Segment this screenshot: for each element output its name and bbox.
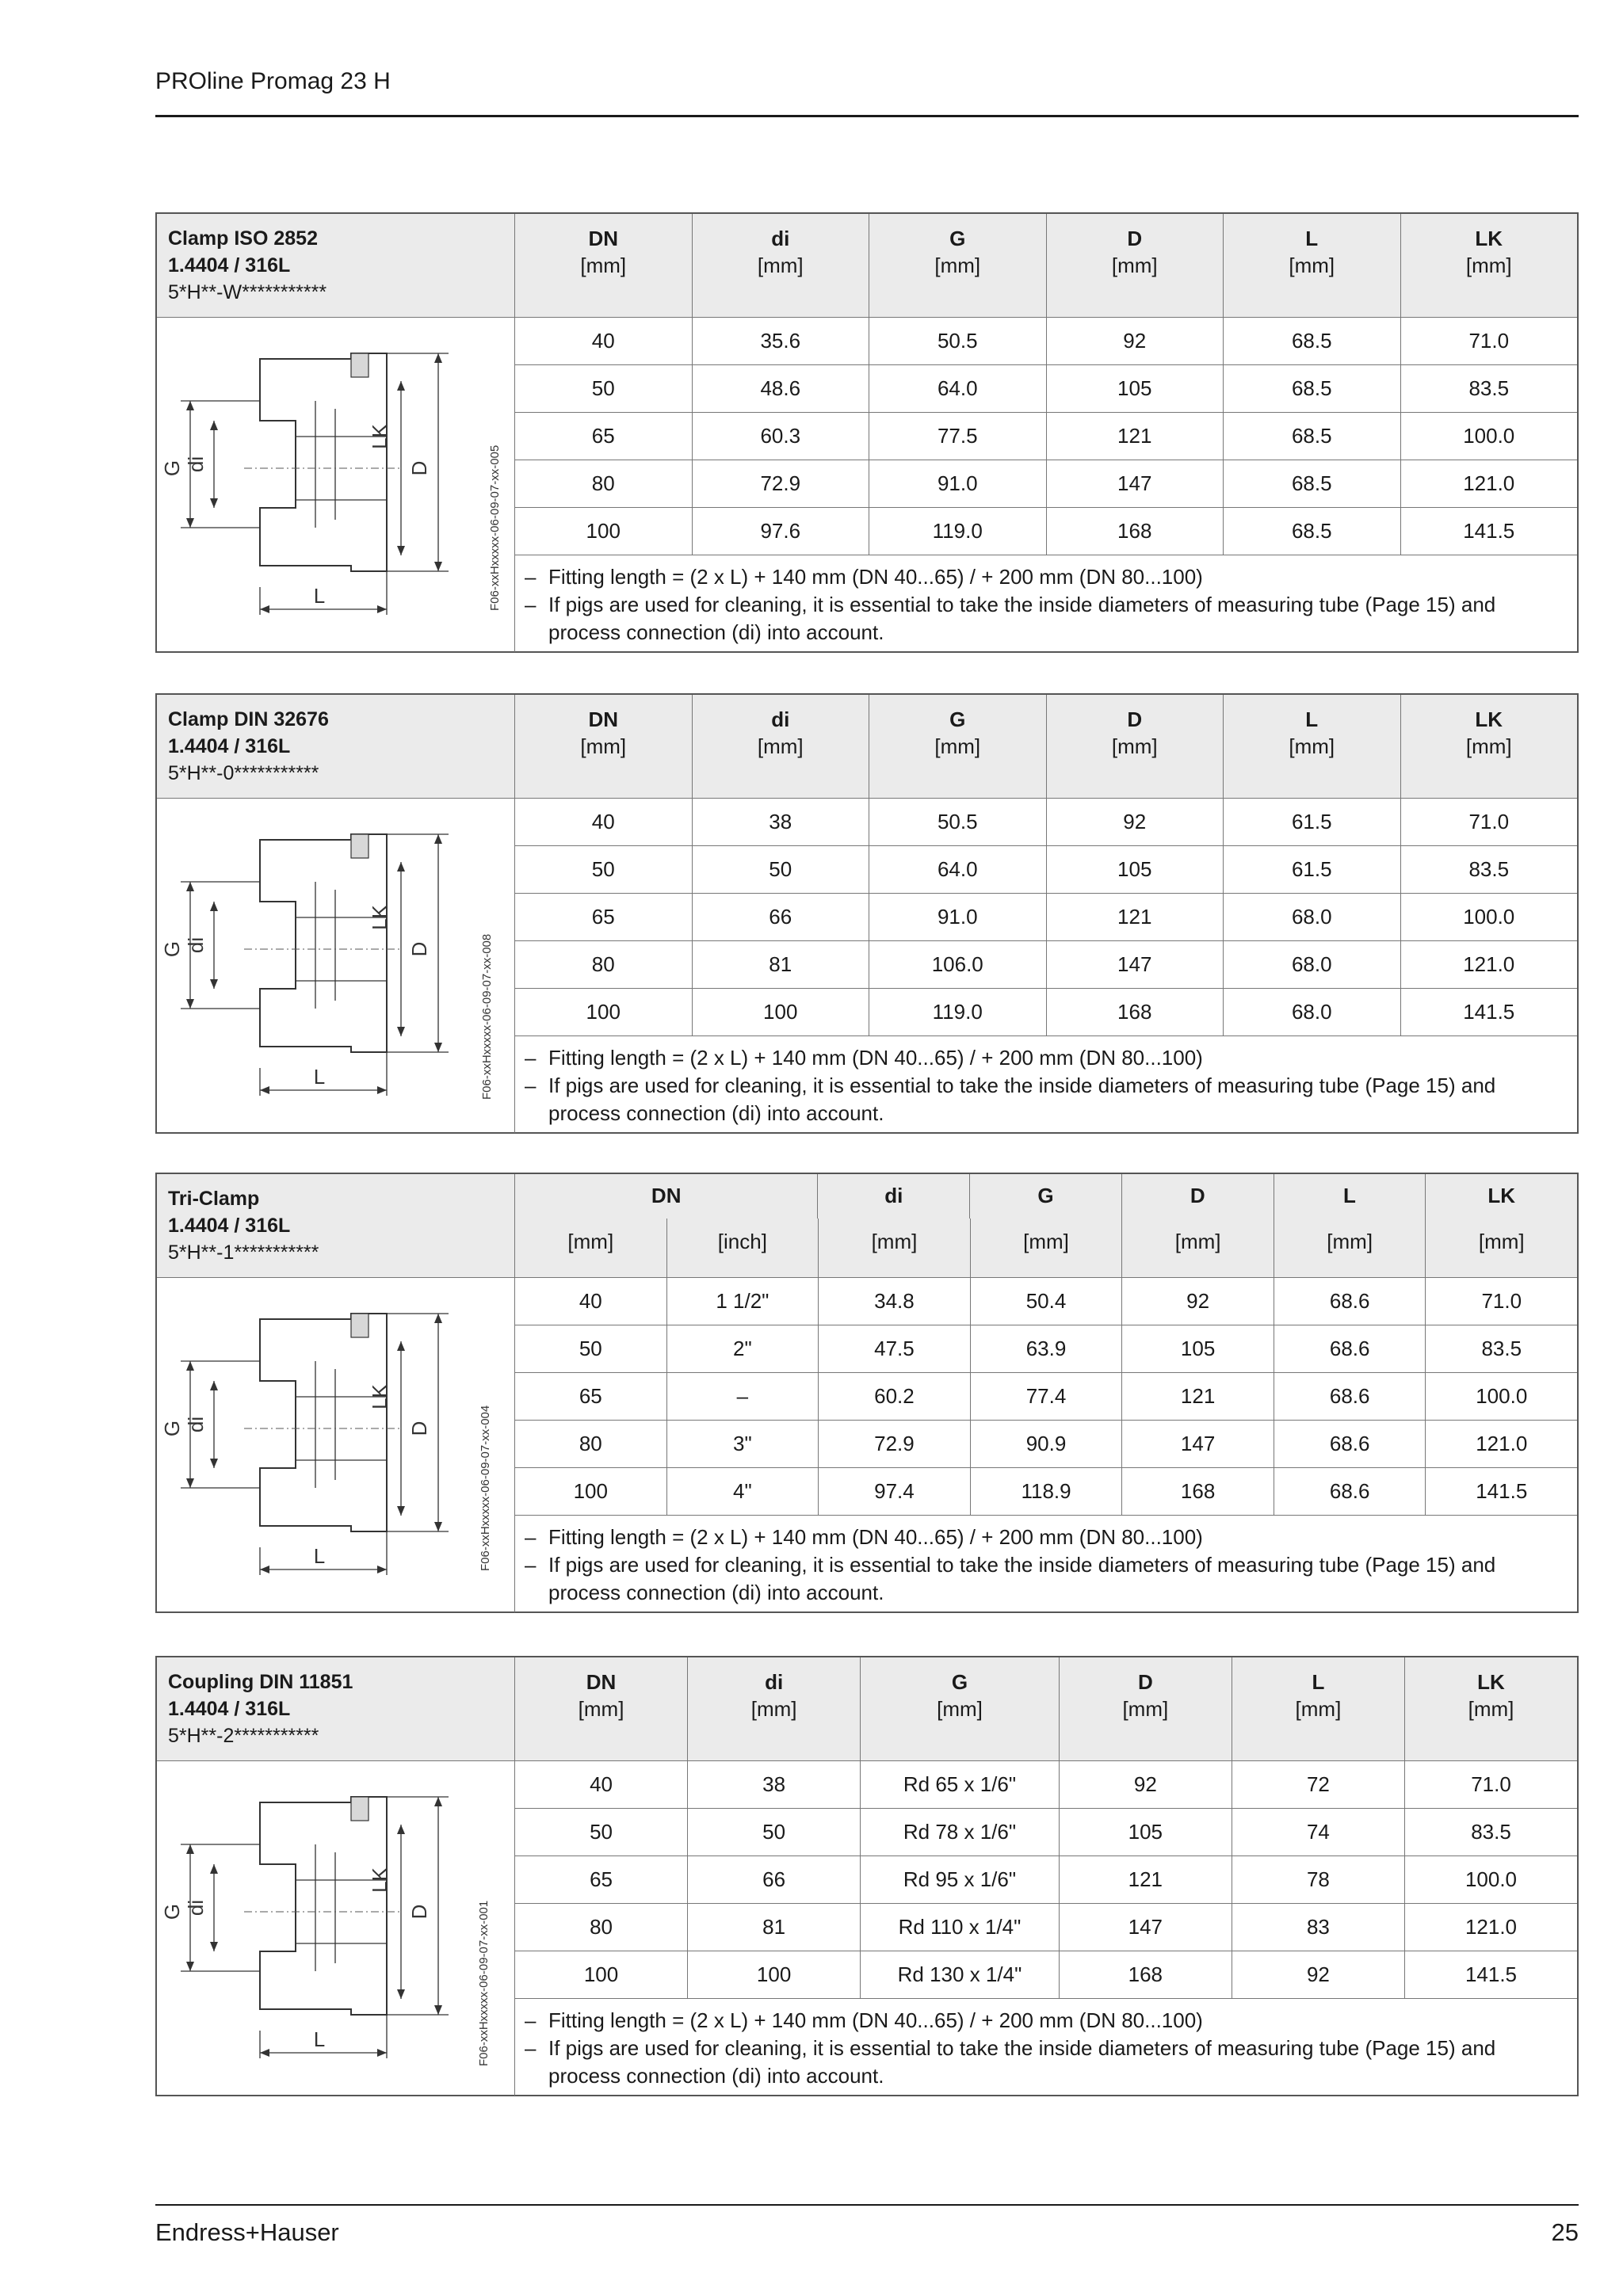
unit-dn-inch: [inch] <box>667 1219 819 1277</box>
table-row: 50 2" 47.5 63.9 105 68.6 83.5 <box>515 1325 1577 1373</box>
fitting-body-outline <box>260 353 387 571</box>
unit-l: [mm] <box>1274 1219 1426 1277</box>
dimension-l-arrow <box>377 605 387 613</box>
dimension-g-arrow <box>186 999 194 1009</box>
dimension-lk-arrow <box>397 381 405 391</box>
dimension-lk-arrow <box>397 1341 405 1351</box>
unit-d: [mm] <box>1122 1219 1274 1277</box>
dimension-di-label: di <box>184 1416 208 1433</box>
dimension-g-arrow <box>186 1962 194 1971</box>
col-g: G <box>970 1174 1122 1219</box>
col-l: L <box>1274 1174 1426 1219</box>
dimension-lk-label: LK <box>368 1867 391 1893</box>
col-di: di [mm] <box>693 214 870 317</box>
title-cell <box>157 1657 515 1760</box>
fitting-body-outline <box>260 1797 387 2015</box>
footer-brand: Endress+Hauser <box>155 2218 339 2246</box>
col-dn: DN [mm] <box>515 214 693 317</box>
order-code: 5*H**-2*********** <box>168 1725 319 1747</box>
page-number: 25 <box>1551 2218 1579 2246</box>
table-header <box>157 214 1577 318</box>
dimension-l-arrow <box>377 1566 387 1573</box>
table-row: 40 38 50.5 92 61.5 71.0 <box>515 799 1577 846</box>
notes <box>515 1516 1577 1615</box>
dimension-di-label: di <box>184 456 208 473</box>
dimension-di-arrow <box>210 1864 218 1874</box>
col-d: D [mm] <box>1047 214 1224 317</box>
col-l: L [mm] <box>1224 695 1401 798</box>
col-di: di [mm] <box>693 695 870 798</box>
dimension-d-label: D <box>407 941 431 957</box>
dimension-l-label: L <box>313 1544 326 1568</box>
col-lk: LK [mm] <box>1465 227 1512 277</box>
dimension-lk-arrow <box>397 546 405 555</box>
fitting-sketch <box>157 1761 474 2096</box>
col-d: D [mm] <box>1060 1657 1232 1760</box>
dimension-d-label: D <box>407 460 431 476</box>
table-header <box>157 1174 1577 1278</box>
order-code: 5*H**-W*********** <box>168 281 327 303</box>
dimension-d-arrow <box>434 1797 442 1806</box>
table-row: 100 100 119.0 168 68.0 141.5 <box>515 989 1577 1036</box>
table-row: 65 66 Rd 95 x 1/6" 121 78 100.0 <box>515 1856 1577 1904</box>
table-row: 80 3" 72.9 90.9 147 68.6 121.0 <box>515 1421 1577 1468</box>
table-row: 80 72.9 91.0 147 68.5 121.0 <box>515 460 1577 508</box>
order-code: 5*H**-0*********** <box>168 762 319 784</box>
dimension-lk-arrow <box>397 862 405 871</box>
dimension-l-arrow <box>377 2049 387 2057</box>
table-row: 100 4" 97.4 118.9 168 68.6 141.5 <box>515 1468 1577 1516</box>
material: 1.4404 / 316L <box>168 1698 291 1720</box>
col-g: G [mm] <box>869 214 1047 317</box>
table-header <box>157 1657 1577 1761</box>
table-row: 50 50 64.0 105 61.5 83.5 <box>515 846 1577 894</box>
dimension-di-arrow <box>210 902 218 911</box>
table-clamp-iso-2852 <box>155 212 1579 653</box>
table-tri-clamp <box>155 1173 1579 1613</box>
note-fitting-length: – Fitting length = (2 x L) + 140 mm (DN 40...65) / + 200 mm (DN 80...100) <box>525 1525 1203 1549</box>
note-pigs: – If pigs are used for cleaning, it is essential to take the inside diameters of measuring tube (Page 15) and process connection (di) into account. <box>525 1553 1496 1604</box>
col-l: L [mm] <box>1224 214 1401 317</box>
notes <box>515 1036 1577 1135</box>
dimension-g-label: G <box>160 940 184 958</box>
connection-title: Coupling DIN 11851 <box>168 1671 353 1693</box>
note-fitting-length: – Fitting length = (2 x L) + 140 mm (DN 40...65) / + 200 mm (DN 80...100) <box>525 565 1203 589</box>
note-pigs: – If pigs are used for cleaning, it is essential to take the inside diameters of measuring tube (Page 15) and process connection (di) into account. <box>525 1074 1496 1125</box>
dimension-g-label: G <box>160 1420 184 1437</box>
dimension-drawing <box>157 318 515 652</box>
table-clamp-din-32676 <box>155 693 1579 1134</box>
col-g: G [mm] <box>861 1657 1060 1760</box>
dimension-di-arrow <box>210 498 218 508</box>
data-rows <box>515 318 1577 654</box>
figure-code: F06-xxHxxxxx-06-09-07-xx-004 <box>479 1405 492 1571</box>
dimension-g-arrow <box>186 1361 194 1371</box>
dimension-d-arrow <box>434 1314 442 1323</box>
dimension-di-label: di <box>184 1899 208 1917</box>
dimension-lk-arrow <box>397 1506 405 1516</box>
fitting-body-outline <box>260 834 387 1052</box>
page-header-title: PROline Promag 23 H <box>155 68 391 94</box>
dimension-d-arrow <box>434 834 442 844</box>
dimension-g-arrow <box>186 1844 194 1854</box>
unit-g: [mm] <box>971 1219 1123 1277</box>
dimension-drawing <box>157 1278 515 1612</box>
col-g: G [mm] <box>869 695 1047 798</box>
dimension-di-arrow <box>210 1381 218 1390</box>
connection-title: Clamp DIN 32676 <box>168 708 329 730</box>
dimension-lk-arrow <box>397 1027 405 1036</box>
dimension-di-arrow <box>210 1459 218 1468</box>
col-di: di <box>818 1174 970 1219</box>
dimension-g-arrow <box>186 518 194 528</box>
title-cell <box>157 214 515 317</box>
notes <box>515 555 1577 654</box>
data-rows <box>515 1278 1577 1615</box>
connection-title: Tri-Clamp <box>168 1188 260 1210</box>
note-pigs: – If pigs are used for cleaning, it is essential to take the inside diameters of measuring tube (Page 15) and process connection (di) into account. <box>525 593 1496 644</box>
order-code: 5*H**-1*********** <box>168 1241 319 1264</box>
dimension-di-arrow <box>210 1942 218 1951</box>
table-row: 100 97.6 119.0 168 68.5 141.5 <box>515 508 1577 555</box>
dimension-l-arrow <box>377 1086 387 1094</box>
dimension-l-label: L <box>313 2027 326 2051</box>
dimension-l-arrow <box>260 605 269 613</box>
col-dn: DN [mm] <box>515 695 693 798</box>
title-cell <box>157 1174 515 1277</box>
dimension-lk-arrow <box>397 1825 405 1834</box>
dimension-g-arrow <box>186 1478 194 1488</box>
data-rows <box>515 1761 1577 2098</box>
dimension-l-label: L <box>313 1065 326 1089</box>
footer-rule <box>155 2204 1579 2206</box>
table-row: 80 81 106.0 147 68.0 121.0 <box>515 941 1577 989</box>
fitting-sketch <box>157 318 474 652</box>
dimension-l-label: L <box>313 584 326 608</box>
dimension-g-arrow <box>186 882 194 891</box>
fitting-sketch <box>157 799 474 1133</box>
dimension-l-arrow <box>260 2049 269 2057</box>
dimension-g-arrow <box>186 401 194 410</box>
col-d: D <box>1122 1174 1274 1219</box>
dimension-l-arrow <box>260 1086 269 1094</box>
figure-code: F06-xxHxxxxx-06-09-07-xx-001 <box>477 1900 491 2066</box>
flange-hatch <box>351 834 369 858</box>
table-row: 65 – 60.2 77.4 121 68.6 100.0 <box>515 1373 1577 1421</box>
col-l: L [mm] <box>1232 1657 1405 1760</box>
figure-code: F06-xxHxxxxx-06-09-07-xx-005 <box>488 444 502 611</box>
col-lk: LK [mm] <box>1468 1670 1514 1721</box>
dimension-drawing <box>157 1761 515 2096</box>
dimension-d-arrow <box>434 562 442 571</box>
table-row: 50 50 Rd 78 x 1/6" 105 74 83.5 <box>515 1809 1577 1856</box>
col-dn: DN <box>515 1174 818 1219</box>
note-pigs: – If pigs are used for cleaning, it is essential to take the inside diameters of measuring tube (Page 15) and process connection (di) into account. <box>525 2036 1496 2088</box>
col-lk: LK [mm] <box>1465 707 1512 758</box>
note-fitting-length: – Fitting length = (2 x L) + 140 mm (DN 40...65) / + 200 mm (DN 80...100) <box>525 2008 1203 2032</box>
table-header <box>157 695 1577 799</box>
table-row: 40 38 Rd 65 x 1/6" 92 72 71.0 <box>515 1761 1577 1809</box>
fitting-body-outline <box>260 1314 387 1531</box>
dimension-lk-label: LK <box>368 424 391 449</box>
figure-code: F06-xxHxxxxx-06-09-07-xx-008 <box>480 933 494 1100</box>
material: 1.4404 / 316L <box>168 254 291 277</box>
material: 1.4404 / 316L <box>168 735 291 757</box>
unit-dn-mm: [mm] <box>515 1219 667 1277</box>
dimension-lk-label: LK <box>368 1384 391 1409</box>
flange-hatch <box>351 353 369 377</box>
table-row: 100 100 Rd 130 x 1/4" 168 92 141.5 <box>515 1951 1577 1999</box>
table-row: 40 35.6 50.5 92 68.5 71.0 <box>515 318 1577 365</box>
dimension-d-arrow <box>434 353 442 363</box>
unit-di: [mm] <box>819 1219 971 1277</box>
col-dn: DN [mm] <box>515 1657 688 1760</box>
dimension-lk-label: LK <box>368 905 391 930</box>
title-cell <box>157 695 515 798</box>
header-rule <box>155 115 1579 117</box>
dimension-di-label: di <box>184 936 208 954</box>
table-row: 65 66 91.0 121 68.0 100.0 <box>515 894 1577 941</box>
dimension-d-label: D <box>407 1421 431 1436</box>
table-coupling-din-11851 <box>155 1656 1579 2096</box>
notes <box>515 1999 1577 2098</box>
table-row: 40 1 1/2" 34.8 50.4 92 68.6 71.0 <box>515 1278 1577 1325</box>
dimension-l-arrow <box>260 1566 269 1573</box>
unit-lk: [mm] <box>1478 1230 1525 1253</box>
note-fitting-length: – Fitting length = (2 x L) + 140 mm (DN 40...65) / + 200 mm (DN 80...100) <box>525 1046 1203 1070</box>
flange-hatch <box>351 1797 369 1821</box>
dimension-di-arrow <box>210 979 218 989</box>
dimension-d-arrow <box>434 1522 442 1531</box>
dimension-d-arrow <box>434 1043 442 1052</box>
data-rows <box>515 799 1577 1135</box>
dimension-d-arrow <box>434 2005 442 2015</box>
table-row: 80 81 Rd 110 x 1/4" 147 83 121.0 <box>515 1904 1577 1951</box>
dimension-lk-arrow <box>397 1989 405 1999</box>
flange-hatch <box>351 1314 369 1337</box>
dimension-di-arrow <box>210 421 218 430</box>
table-row: 50 48.6 64.0 105 68.5 83.5 <box>515 365 1577 413</box>
dimension-g-label: G <box>160 1903 184 1920</box>
material: 1.4404 / 316L <box>168 1215 291 1237</box>
fitting-sketch <box>157 1278 474 1612</box>
col-di: di [mm] <box>688 1657 861 1760</box>
col-lk: LK <box>1487 1184 1515 1207</box>
dimension-d-label: D <box>407 1904 431 1920</box>
dimension-drawing <box>157 799 515 1133</box>
connection-title: Clamp ISO 2852 <box>168 227 318 250</box>
table-row: 65 60.3 77.5 121 68.5 100.0 <box>515 413 1577 460</box>
col-d: D [mm] <box>1047 695 1224 798</box>
dimension-g-label: G <box>160 460 184 477</box>
